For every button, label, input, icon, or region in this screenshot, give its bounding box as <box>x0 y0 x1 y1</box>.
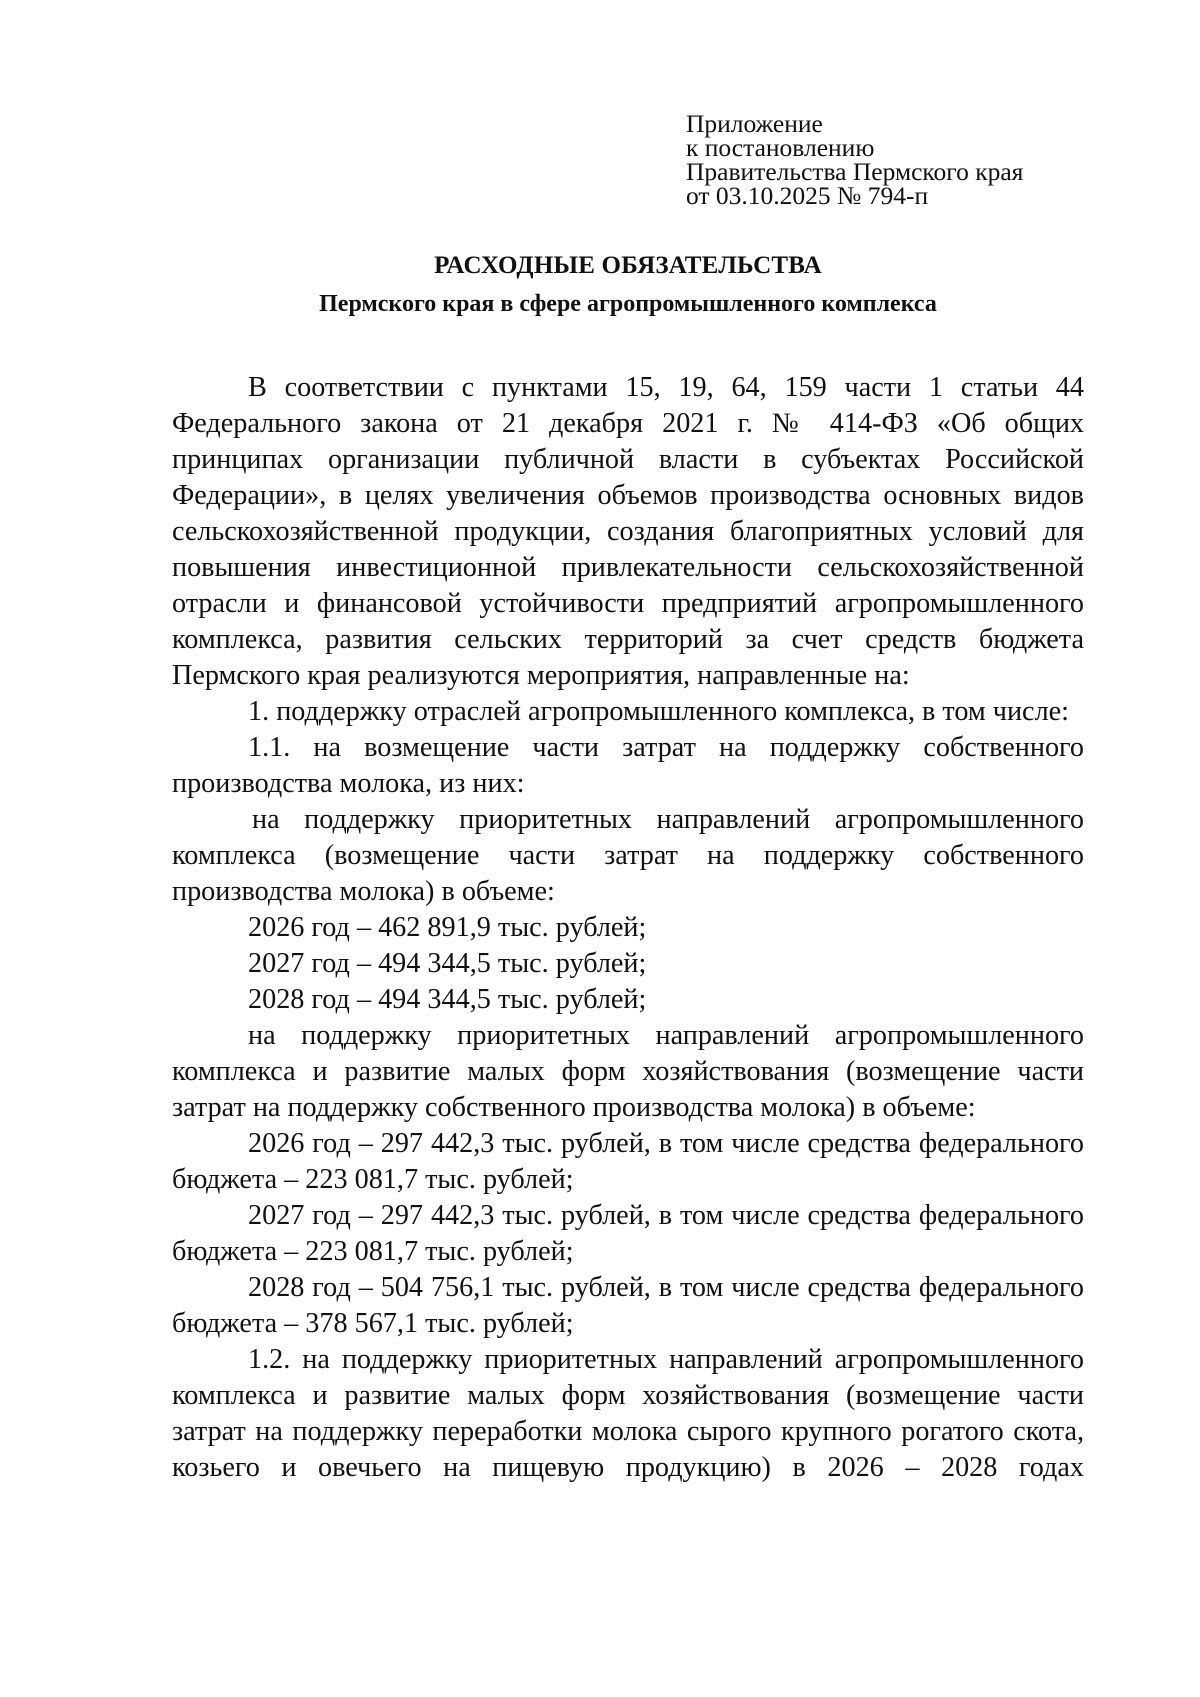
amount-a-2027: 2027 год – 494 344,5 тыс. рублей; <box>248 948 647 979</box>
amount-a-2026: 2026 год – 462 891,9 тыс. рублей; <box>248 912 647 943</box>
item-1-1: 1.1. на возмещение части затрат на поддержку собственного производства молока, из них: <box>172 732 1084 799</box>
priority-a-paragraph: на поддержку приоритетных направлений агропромышленного комплекса (возмещение части затрат на поддержку собственного производства молока) в объеме: <box>172 804 1084 907</box>
appendix-header <box>686 109 1024 210</box>
amount-b-2028: 2028 год – 504 756,1 тыс. рублей, в том числе средства федерального бюджета – 378 567,1 тыс. рублей; <box>172 1272 1084 1339</box>
appendix-line-1: Приложение <box>686 109 823 138</box>
document-title: РАСХОДНЫЕ ОБЯЗАТЕЛЬСТВА <box>434 252 822 279</box>
appendix-line-2: к постановлению <box>686 133 875 162</box>
appendix-line-3: Правительства Пермского края <box>686 157 1024 186</box>
document-subtitle: Пермского края в сфере агропромышленного комплекса <box>319 291 937 317</box>
amount-b-2026: 2026 год – 297 442,3 тыс. рублей, в том числе средства федерального бюджета – 223 081,7 тыс. рублей; <box>172 1128 1084 1195</box>
amount-a-2028: 2028 год – 494 344,5 тыс. рублей; <box>248 984 647 1015</box>
appendix-line-4: от 03.10.2025 № 794-п <box>686 181 929 210</box>
item-1: 1. поддержку отраслей агропромышленного комплекса, в том числе: <box>248 696 1069 727</box>
item-1-2: 1.2. на поддержку приоритетных направлений агропромышленного комплекса и развитие малых форм хозяйствования (возмещение части затрат на поддержку переработки молока сырого крупного рогатого скота, козьего и овечьего на пищевую продукцию) в 2026 – 2028 годах <box>172 1344 1084 1483</box>
priority-b-paragraph: на поддержку приоритетных направлений агропромышленного комплекса и развитие малых форм хозяйствования (возмещение части затрат на поддержку собственного производства молока) в объеме: <box>172 1020 1084 1123</box>
amount-b-2027: 2027 год – 297 442,3 тыс. рублей, в том числе средства федерального бюджета – 223 081,7 тыс. рублей; <box>172 1200 1084 1267</box>
intro-paragraph: В соответствии с пунктами 15, 19, 64, 159 части 1 статьи 44 Федерального закона от 21 декабря 2021 г. № 414-ФЗ «Об общих принципах организации публичной власти в субъектах Российской Федерации», в целях увеличения объемов производства основных видов сельскохозяйственной продукции, создания благоприятных условий для повышения инвестиционной привлекательности сельскохозяйственной отрасли и финансовой устойчивости предприятий агропромышленного комплекса, развития сельских территорий за счет средств бюджета Пермского края реализуются мероприятия, направленные на: <box>172 372 1084 691</box>
document-body <box>172 370 1084 1486</box>
